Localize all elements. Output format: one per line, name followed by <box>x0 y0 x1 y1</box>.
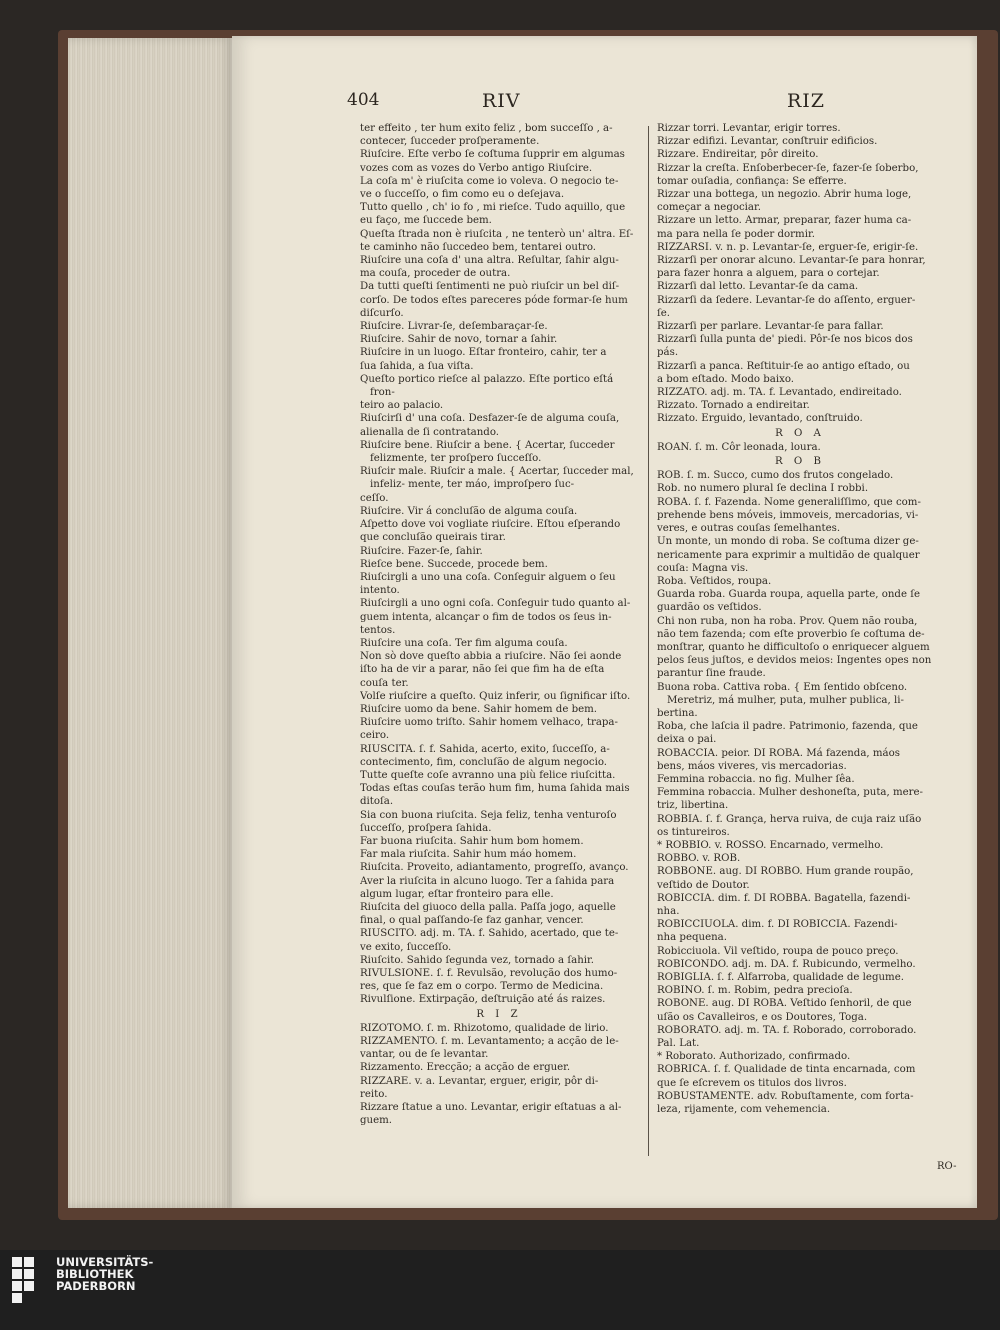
text-line: Todas eſtas couſas terão hum fim, huma ſahida mais <box>360 783 630 795</box>
text-line: couſa: Magna vis. <box>657 562 749 574</box>
text-line: guardão os veſtidos. <box>657 602 762 614</box>
text-line: Femmina robaccia. Mulher deshoneſta, puta, mere- <box>657 787 923 799</box>
text-line: ROBUSTAMENTE. adv. Robuſtamente, com forta- <box>657 1090 914 1102</box>
text-line: ſua ſahida, a ſua viſta. <box>360 360 474 372</box>
text-line: Rizzato. Tornado a endireitar. <box>657 400 810 412</box>
text-line: nha pequena. <box>657 932 727 944</box>
text-line: começar a negociar. <box>657 202 761 214</box>
text-line: nha. <box>657 905 680 917</box>
text-line: ROB. ſ. m. Succo, cumo dos frutos congelado. <box>657 470 894 482</box>
text-line: R O B <box>775 456 825 468</box>
text-line: iſto ha de vir a parar, não ſei que fim ha de eſta <box>360 664 605 676</box>
page-number: 404 <box>347 90 380 110</box>
text-line: diſcurſo. <box>360 307 404 319</box>
text-line: tomar ouſadia, confiança: Se efferre. <box>657 175 847 187</box>
text-line: bertina. <box>657 707 698 719</box>
text-line: Riuſcire. Fazer-ſe, ſahir. <box>360 545 483 557</box>
text-line: Robicciuola. Vil veſtido, roupa de pouco preço. <box>657 945 899 957</box>
text-line: Queſto portico rieſce al palazzo. Eſte portico eſtá fron- <box>360 373 614 399</box>
text-line: ROBIGLIA. ſ. f. Alfarroba, qualidade de legume. <box>657 972 904 983</box>
text-line: ſe. <box>657 307 671 319</box>
text-line: RIUSCITO. adj. m. TA. f. Sahido, acertado, que te- <box>360 928 619 940</box>
text-line: ve exito, ſucceſſo. <box>360 941 452 953</box>
text-line: vozes com as vozes do Verbo antigo Riuſcire. <box>360 162 593 174</box>
text-line: ma para nella ſe poder dormir. <box>657 228 815 240</box>
text-line: ve o ſucceſſo, o fim como eu o deſejava. <box>360 189 565 201</box>
text-line: Rizzare un letto. Armar, preparar, fazer huma ca- <box>657 215 912 227</box>
text-line: * Roborato. Authorizado, confirmado. <box>657 1051 851 1063</box>
text-line: bens, máos viveres, vis mercadorias. <box>657 760 847 772</box>
running-head-right: RIZ <box>787 90 826 112</box>
text-line: ditoſa. <box>360 796 394 808</box>
text-line: Rizzarſi dal letto. Levantar-ſe da cama. <box>657 281 859 293</box>
text-line: pelos ſeus juſtos, e devidos meios: Ingentes opes non <box>657 655 932 667</box>
text-line: ROBICCIA. dim. f. DI ROBBA. Bagatella, fazendi- <box>657 892 911 904</box>
text-line: ROAN. ſ. m. Côr leonada, loura. <box>657 441 821 453</box>
text-line: Far buona riuſcita. Sahir hum bom homem. <box>360 835 584 847</box>
text-line: ROBBO. v. ROB. <box>657 853 741 865</box>
text-line: Volſe riuſcire a queſto. Quiz inferir, ou ſignificar iſto. <box>360 690 631 702</box>
text-line: La coſa m' è riuſcita come io voleva. O negocio te- <box>360 175 619 187</box>
text-line: Aſpetto dove voi vogliate riuſcire. Eſtou eſperando <box>360 519 621 531</box>
text-line: Rob. no numero plural ſe declina I robbi. <box>657 483 869 495</box>
text-line: Rizzar edifizi. Levantar, conſtruir edificios. <box>657 136 878 148</box>
text-line: não tem fazenda; com eſte proverbio ſe coſtuma de- <box>657 628 925 640</box>
text-line: Riuſcire bene. Riuſcir a bene. { Acertar, ſucceder felizmente, ter proſpero ſucceſſo. <box>360 439 615 465</box>
text-line: guem. <box>360 1115 393 1127</box>
text-line: Riuſcire uomo triſto. Sahir homem velhaco, trapa- <box>360 717 618 729</box>
text-line: intento. <box>360 585 400 597</box>
text-line: couſa ter. <box>360 677 409 689</box>
text-line: Roba, che laſcia il padre. Patrimonio, fazenda, que <box>657 721 918 733</box>
text-line: Riuſcita. Proveito, adiantamento, progreſſo, avanço. <box>360 862 629 874</box>
text-line: leza, rijamente, com vehemencia. <box>657 1104 831 1116</box>
text-line: Riuſcirgli a uno ogni coſa. Conſeguir tudo quanto al- <box>360 598 631 610</box>
text-line: Buona roba. Cattiva roba. { Em ſentido obſceno. Meretriz, má mulher, puta, mulher publica, li- <box>657 681 908 706</box>
text-line: * ROBBIO. v. ROSSO. Encarnado, vermelho. <box>657 839 884 851</box>
text-line: Rivulſione. Extirpação, deſtruição até ás raizes. <box>360 994 606 1006</box>
text-line: RIZZARE. v. a. Levantar, erguer, erigir, pôr di- <box>360 1075 599 1087</box>
text-line: Rieſce bene. Succede, procede bem. <box>360 558 548 570</box>
text-line: Riuſcirſi d' una coſa. Desfazer-ſe de alguma couſa, <box>360 413 620 425</box>
text-line: Rizzarſi da ſedere. Levantar-ſe do aſſento, erguer- <box>657 294 916 306</box>
text-line: Riuſcito. Sahido ſegunda vez, tornado a ſahir. <box>360 954 595 966</box>
text-line: Riuſcire. Eſte verbo ſe coſtuma ſupprir em algumas <box>360 149 625 161</box>
library-logo-text <box>56 1256 153 1292</box>
text-line: contecer, ſucceder proſperamente. <box>360 136 540 148</box>
text-line: que concluſão queirais tirar. <box>360 532 506 544</box>
text-line: triz, libertina. <box>657 800 729 812</box>
text-line: ſucceſſo, proſpera ſahida. <box>360 822 492 834</box>
text-line: RIZZAMENTO. ſ. m. Levantamento; a acção de le- <box>360 1036 619 1048</box>
text-line: Rizzarſi a panca. Reſtituir-ſe ao antigo eſtado, ou <box>657 360 910 372</box>
text-line: eu faço, me ſuccede bem. <box>360 215 492 227</box>
text-line: parantur ſine fraude. <box>657 668 766 680</box>
text-line: Rizzamento. Erecção; a acção de erguer. <box>360 1062 571 1074</box>
text-line: a bom eſtado. Modo baixo. <box>657 373 795 385</box>
text-line: Aver la riuſcita in alcuno luogo. Ter a ſahida para <box>360 875 615 887</box>
text-line: Tutto quello , ch' io fo , mi rieſce. Tudo aquillo, que <box>360 202 626 214</box>
left-column <box>360 122 638 1162</box>
text-line: ROBRICA. ſ. f. Qualidade de tinta encarnada, com <box>657 1064 916 1076</box>
text-line: deixa o pai. <box>657 734 717 746</box>
text-line: Da tutti queſti ſentimenti ne può riuſcir un bel diſ- <box>360 281 620 293</box>
text-line: prehende bens móveis, immoveis, mercadorias, vi- <box>657 509 919 521</box>
text-line: algum lugar, eſtar fronteiro para elle. <box>360 888 554 900</box>
running-head-left: RIV <box>482 90 521 112</box>
text-line: Chi non ruba, non ha roba. Prov. Quem não rouba, <box>657 615 918 627</box>
text-line: Rizzar la creſta. Enſoberbecer-ſe, fazer-ſe ſoberbo, <box>657 162 919 174</box>
text-line: Rizzarſi per parlare. Levantar-ſe para fallar. <box>657 321 884 333</box>
book-page <box>232 36 977 1208</box>
text-line: RIVULSIONE. ſ. f. Revulsão, revolução dos humo- <box>360 968 618 979</box>
text-line: Riuſcita del giuoco della palla. Paſſa jogo, aquelle <box>360 901 616 913</box>
text-line: Queſta ſtrada non è riuſcita , ne tenterò un' altra. Eſ- <box>360 228 634 240</box>
text-line: contecimento, fim, concluſão de algum negocio. <box>360 756 608 768</box>
text-line: vantar, ou de ſe levantar. <box>360 1049 489 1061</box>
text-line: Non sò dove queſto abbia a riuſcire. Não ſei aonde <box>360 651 622 663</box>
text-line: Riuſcire in un luogo. Eſtar fronteiro, cahir, ter a <box>360 347 607 359</box>
page-header <box>347 90 962 120</box>
text-line: que ſe eſcrevem os titulos dos livros. <box>657 1077 847 1089</box>
text-line: Riuſcire. Vir á concluſão de alguma couſa. <box>360 505 578 517</box>
text-line: tentos. <box>360 624 396 636</box>
text-line: Rizzar una bottega, un negozio. Abrir huma loge, <box>657 189 912 201</box>
text-line: ma couſa, proceder de outra. <box>360 268 511 280</box>
text-line: final, o qual paſſando-ſe faz ganhar, vencer. <box>360 915 584 927</box>
catchword: RO- <box>937 1161 957 1172</box>
text-line: ROBA. ſ. f. Fazenda. Nome generaliſſimo, que com- <box>657 496 921 508</box>
text-line: guem intenta, alcançar o fim de todos os ſeus in- <box>360 611 612 623</box>
text-line: Riuſcire una coſa d' una altra. Reſultar, ſahir algu- <box>360 255 619 267</box>
right-column <box>657 122 943 1162</box>
text-line: ROBICONDO. adj. m. DA. f. Rubicundo, vermelho. <box>657 958 916 970</box>
text-line: veſtido de Doutor. <box>657 879 750 891</box>
text-line: Rizzarſi per onorar alcuno. Levantar-ſe para honrar, <box>657 255 926 267</box>
page-edges <box>68 38 233 1208</box>
text-line: res, que ſe faz em o corpo. Termo de Medicina. <box>360 981 604 993</box>
text-line: teiro ao palacio. <box>360 400 444 412</box>
text-line: Riuſcire. Livrar-ſe, deſembaraçar-ſe. <box>360 321 548 333</box>
text-line: Tutte queſte coſe avranno una più felice riuſcitta. <box>360 769 616 781</box>
text-line: corſo. De todos eſtes pareceres póde formar-ſe hum <box>360 294 628 306</box>
text-line: os tintureiros. <box>657 826 730 838</box>
text-line: Riuſcir male. Riuſcir a male. { Acertar, ſucceder mal, infeliz- mente, ter máo, improſpero ſuc- <box>360 466 634 491</box>
logo-line: BIBLIOTHEK <box>56 1267 134 1281</box>
logo-line: UNIVERSITÄTS- <box>56 1255 154 1269</box>
text-line: ROBICCIUOLA. dim. f. DI ROBICCIA. Fazendi- <box>657 919 898 931</box>
text-line: Far mala riuſcita. Sahir hum máo homem. <box>360 849 577 861</box>
text-line: RIZOTOMO. ſ. m. Rhizotomo, qualidade de lirio. <box>360 1022 609 1034</box>
logo-line: PADERBORN <box>56 1279 136 1293</box>
text-line: Sia con buona riuſcita. Seja feliz, tenha venturoſo <box>360 809 617 821</box>
text-line: ceſſo. <box>360 492 389 504</box>
text-line: Riuſcire uomo da bene. Sahir homem de bem. <box>360 703 598 715</box>
text-line: ROBINO. ſ. m. Robim, pedra precioſa. <box>657 985 853 997</box>
text-line: te caminho não ſuccedeo bem, tentarei outro. <box>360 241 597 253</box>
text-line: ter effeito , ter hum exito feliz , bom succeſſo , a- <box>360 123 613 134</box>
text-line: ROBBIA. ſ. f. Grança, herva ruiva, de cuja raiz uſão <box>657 813 922 825</box>
text-line: Guarda roba. Guarda roupa, aquella parte, onde ſe <box>657 589 921 601</box>
text-line: ceiro. <box>360 730 390 742</box>
text-line: ROBBONE. aug. DI ROBBO. Hum grande roupão, <box>657 866 914 878</box>
text-line: Femmina robaccia. no fig. Mulher ſêa. <box>657 773 855 785</box>
text-line: ROBONE. aug. DI ROBA. Veſtido ſenhoril, de que <box>657 998 912 1010</box>
text-line: RIZZARSI. v. n. p. Levantar-ſe, erguer-ſe, erigir-ſe. <box>657 241 919 253</box>
text-line: RIUSCITA. ſ. f. Sahida, acerto, exito, ſucceſſo, a- <box>360 743 610 755</box>
text-line: uſão os Cavalleiros, e os Doutores, Toga. <box>657 1011 868 1023</box>
text-line: Rizzato. Erguido, levantado, conſtruido. <box>657 413 863 425</box>
text-line: R O A <box>775 427 825 439</box>
text-line: Rizzarſi ſulla punta de' piedi. Pôr-ſe nos bicos dos <box>657 334 913 346</box>
text-line: ROBORATO. adj. m. TA. f. Roborado, corroborado. <box>657 1024 917 1036</box>
text-line: Riuſcirgli a uno una coſa. Conſeguir alguem o ſeu <box>360 571 616 583</box>
text-line: Riuſcire. Sahir de novo, tornar a ſahir. <box>360 334 558 346</box>
text-line: Riuſcire una coſa. Ter fim alguma couſa. <box>360 637 568 649</box>
text-line: Rizzare. Endireitar, pôr direito. <box>657 149 819 161</box>
text-line: Pal. Lat. <box>657 1038 700 1050</box>
text-line: reito. <box>360 1088 388 1100</box>
text-line: ROBACCIA. peior. DI ROBA. Má fazenda, máos <box>657 747 900 759</box>
text-line: RIZZATO. adj. m. TA. f. Levantado, endireitado. <box>657 387 902 399</box>
text-line: veres, e outras couſas ſemelhantes. <box>657 523 841 535</box>
text-line: Rizzare ſtatue a uno. Levantar, erigir eſtatuas a al- <box>360 1102 622 1114</box>
text-line: para fazer honra a alguem, para o cortejar. <box>657 268 880 280</box>
text-line: Roba. Veſtidos, roupa. <box>657 575 772 587</box>
column-rule <box>648 126 649 1156</box>
text-line: alienalla de ſi contratando. <box>360 426 500 438</box>
text-line: Rizzar torri. Levantar, erigir torres. <box>657 123 841 134</box>
library-logo-icon <box>10 1255 50 1311</box>
text-line: nericamente para exprimir a multidão de qualquer <box>657 549 920 561</box>
text-line: monſtrar, quanto he difficultoſo o enriquecer alguem <box>657 641 930 653</box>
text-line: pás. <box>657 347 679 359</box>
text-line: R I Z <box>476 1008 522 1020</box>
text-line: Un monte, un mondo di roba. Se coſtuma dizer ge- <box>657 536 919 548</box>
